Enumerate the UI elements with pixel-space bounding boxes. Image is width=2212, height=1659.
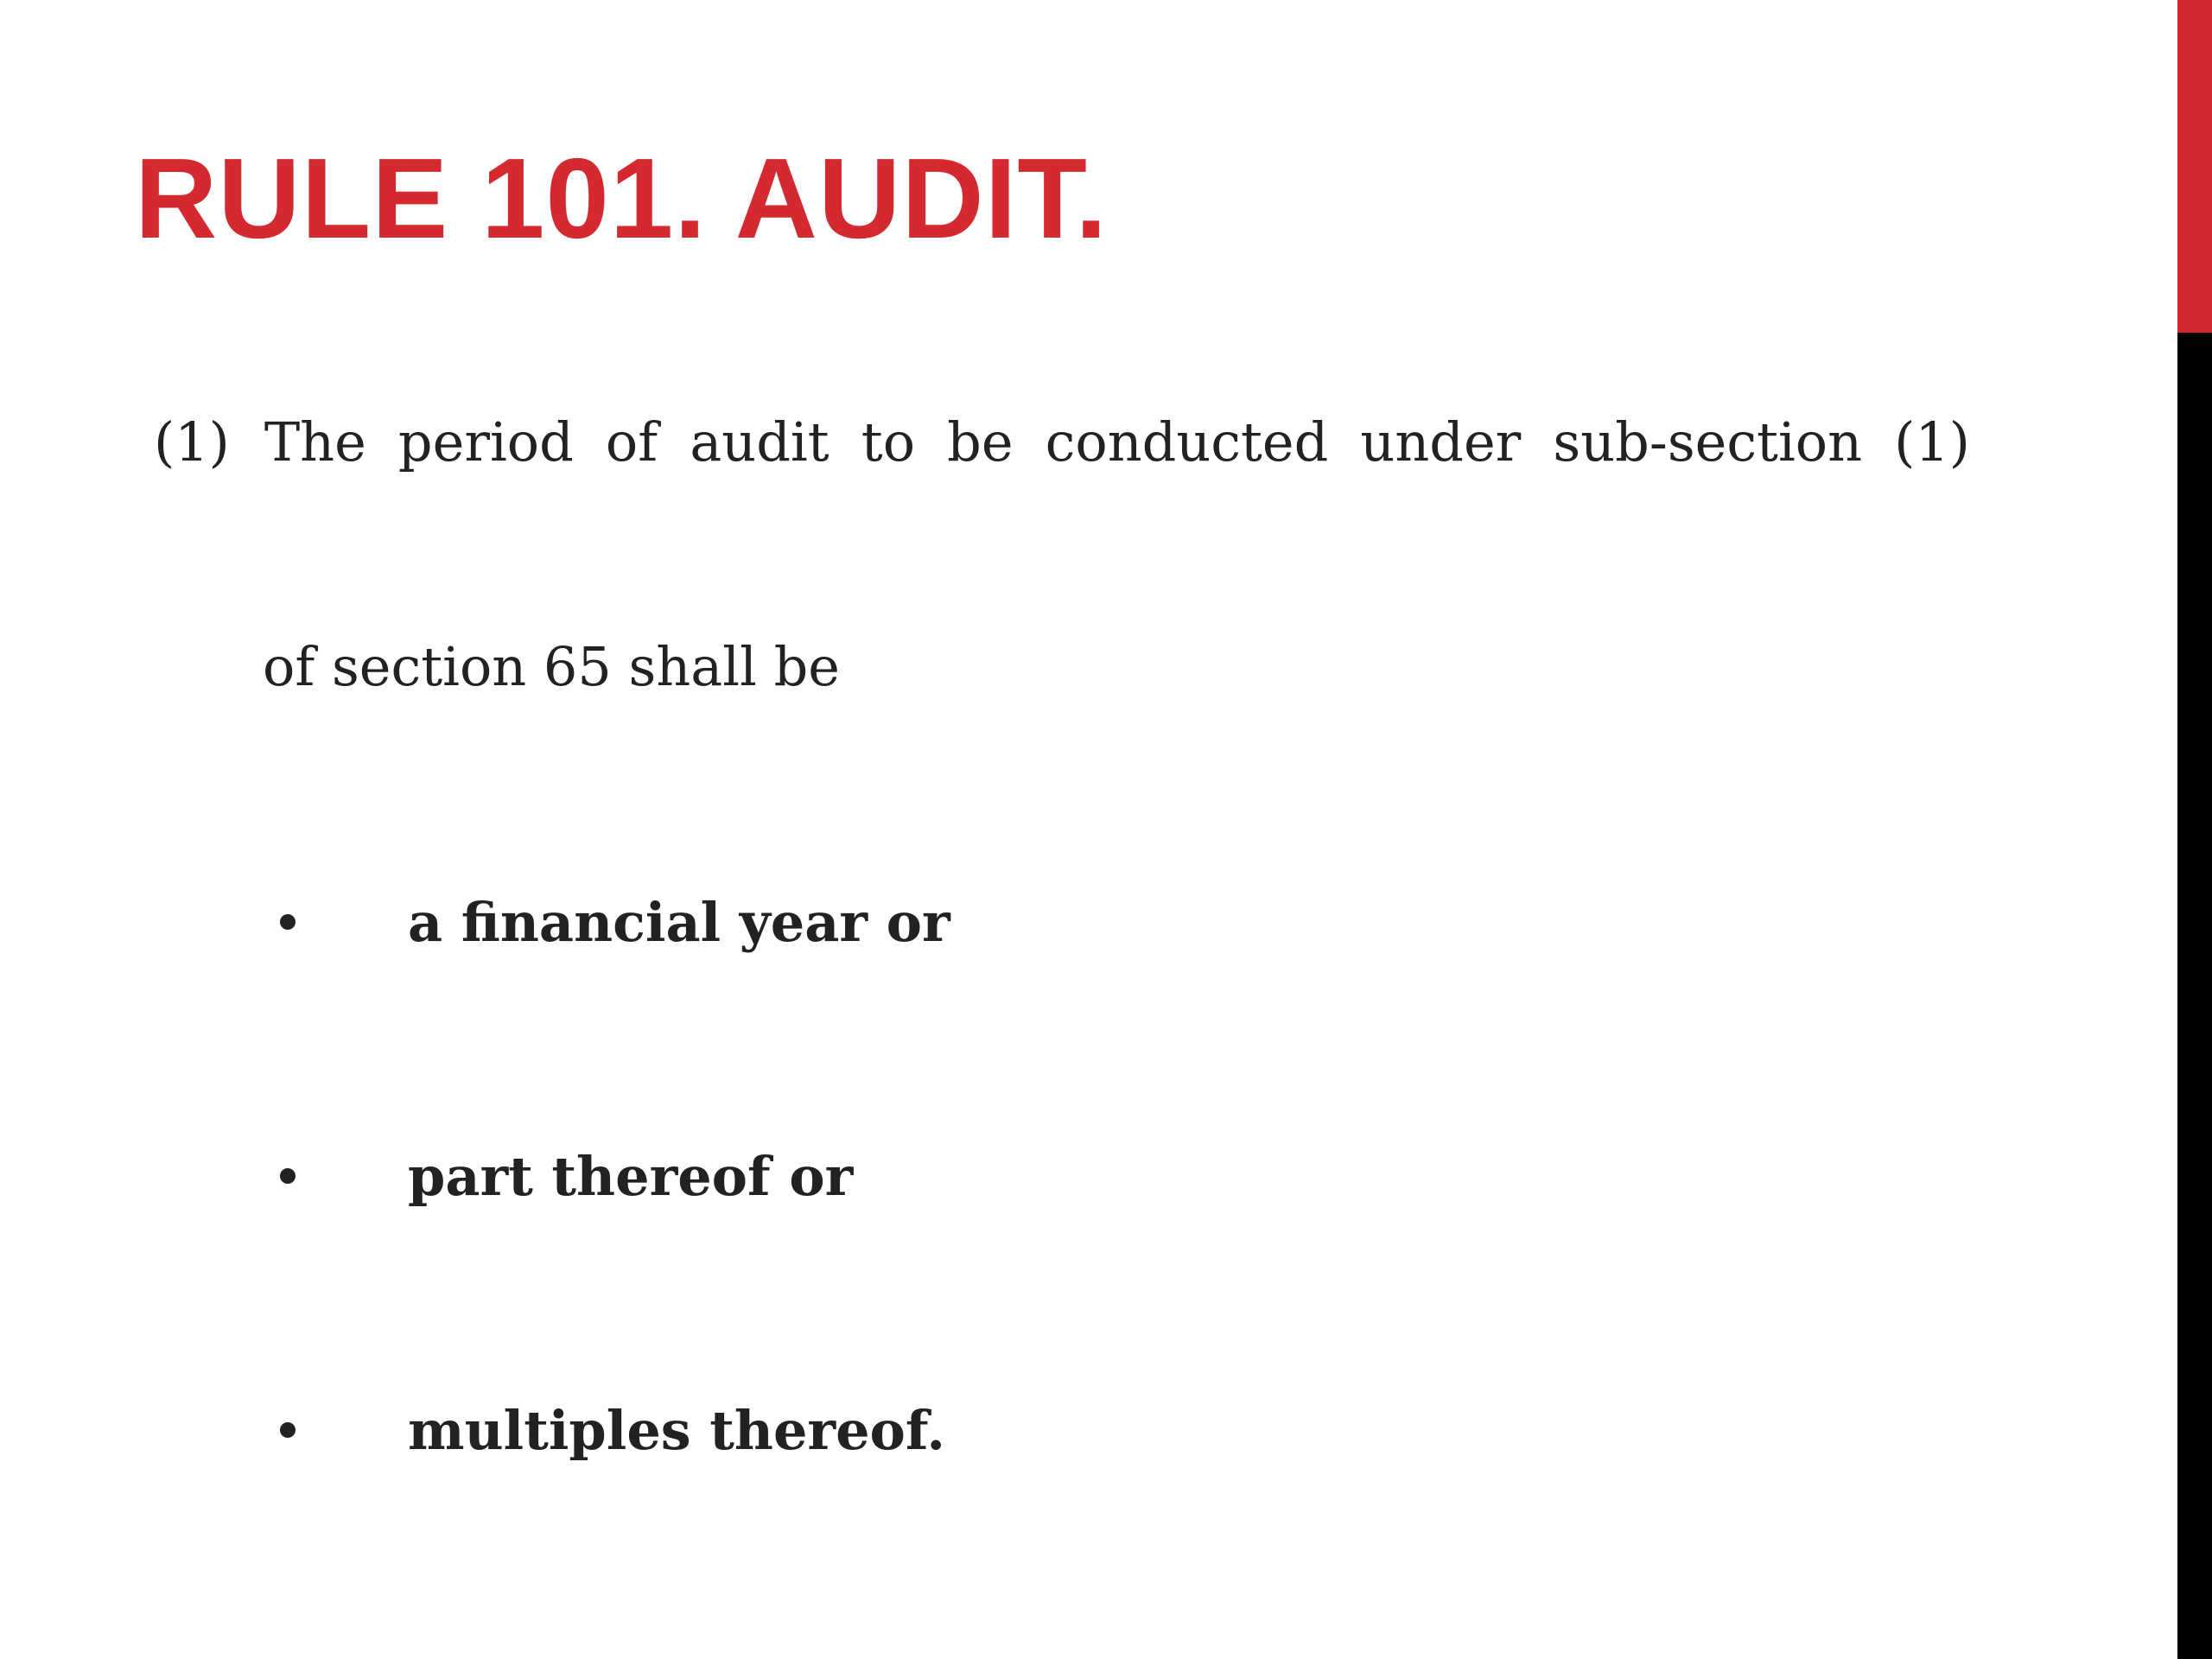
bullet-item [280, 1137, 853, 1215]
bullet-item [280, 883, 950, 961]
accent-bar-black [2177, 333, 2212, 1659]
bullet-text: a financial year or [408, 890, 950, 954]
bullet-text: part thereof or [408, 1144, 854, 1208]
bullet-icon [280, 1168, 296, 1184]
paragraph-text-line-2: of section 65 shall be [263, 635, 840, 698]
accent-bar-red [2177, 0, 2212, 333]
slide-title: RULE 101. AUDIT. [135, 135, 1109, 262]
bullet-icon [280, 914, 296, 930]
bullet-item [280, 1391, 945, 1469]
paragraph-number: (1) [154, 410, 230, 474]
bullet-text: multiples thereof. [408, 1398, 945, 1462]
paragraph-text-line-1: The period of audit to be conducted under sub-section (1) [264, 410, 1970, 474]
paragraph-line-1 [154, 410, 1970, 474]
bullet-icon [280, 1422, 296, 1438]
